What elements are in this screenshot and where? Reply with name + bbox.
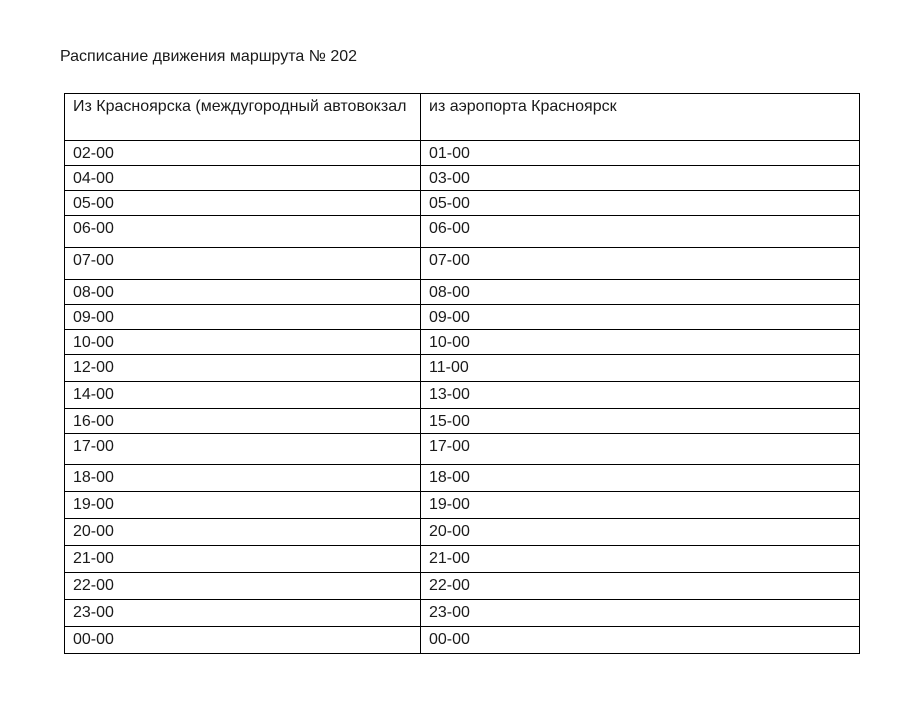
departure-time-city: 07-00 bbox=[65, 248, 421, 280]
departure-time-city: 12-00 bbox=[65, 355, 421, 382]
departure-time-airport: 09-00 bbox=[421, 305, 860, 330]
departure-time-airport: 03-00 bbox=[421, 166, 860, 191]
table-row bbox=[65, 573, 860, 600]
table-row bbox=[65, 216, 860, 248]
departure-time-airport: 07-00 bbox=[421, 248, 860, 280]
departure-time-city: 23-00 bbox=[65, 600, 421, 627]
departure-time-city: 09-00 bbox=[65, 305, 421, 330]
table-row bbox=[65, 546, 860, 573]
departure-time-airport: 10-00 bbox=[421, 330, 860, 355]
departure-time-airport: 15-00 bbox=[421, 409, 860, 434]
departure-time-airport: 22-00 bbox=[421, 573, 860, 600]
table-row bbox=[65, 141, 860, 166]
departure-time-airport: 18-00 bbox=[421, 465, 860, 492]
table-row bbox=[65, 409, 860, 434]
departure-time-city: 06-00 bbox=[65, 216, 421, 248]
table-row bbox=[65, 519, 860, 546]
header-from-krasnoyarsk: Из Красноярска (междугородный автовокзал bbox=[65, 94, 421, 141]
departure-time-city: 02-00 bbox=[65, 141, 421, 166]
departure-time-airport: 17-00 bbox=[421, 434, 860, 465]
table-row bbox=[65, 627, 860, 654]
schedule-table bbox=[64, 93, 860, 654]
departure-time-airport: 21-00 bbox=[421, 546, 860, 573]
table-row bbox=[65, 492, 860, 519]
table-row bbox=[65, 434, 860, 465]
departure-time-airport: 11-00 bbox=[421, 355, 860, 382]
departure-time-city: 14-00 bbox=[65, 382, 421, 409]
departure-time-city: 10-00 bbox=[65, 330, 421, 355]
departure-time-city: 18-00 bbox=[65, 465, 421, 492]
departure-time-city: 21-00 bbox=[65, 546, 421, 573]
departure-time-airport: 19-00 bbox=[421, 492, 860, 519]
table-row bbox=[65, 305, 860, 330]
departure-time-airport: 01-00 bbox=[421, 141, 860, 166]
departure-time-city: 04-00 bbox=[65, 166, 421, 191]
table-row bbox=[65, 191, 860, 216]
table-row bbox=[65, 248, 860, 280]
departure-time-airport: 23-00 bbox=[421, 600, 860, 627]
departure-time-city: 17-00 bbox=[65, 434, 421, 465]
departure-time-airport: 05-00 bbox=[421, 191, 860, 216]
table-row bbox=[65, 600, 860, 627]
table-row bbox=[65, 166, 860, 191]
departure-time-city: 22-00 bbox=[65, 573, 421, 600]
departure-time-city: 19-00 bbox=[65, 492, 421, 519]
departure-time-city: 08-00 bbox=[65, 280, 421, 305]
table-row bbox=[65, 382, 860, 409]
table-row bbox=[65, 355, 860, 382]
departure-time-city: 05-00 bbox=[65, 191, 421, 216]
table-header-row bbox=[65, 94, 860, 141]
departure-time-airport: 13-00 bbox=[421, 382, 860, 409]
departure-time-airport: 00-00 bbox=[421, 627, 860, 654]
departure-time-airport: 08-00 bbox=[421, 280, 860, 305]
departure-time-airport: 06-00 bbox=[421, 216, 860, 248]
departure-time-airport: 20-00 bbox=[421, 519, 860, 546]
table-row bbox=[65, 280, 860, 305]
departure-time-city: 20-00 bbox=[65, 519, 421, 546]
departure-time-city: 00-00 bbox=[65, 627, 421, 654]
table-row bbox=[65, 465, 860, 492]
page-title: Расписание движения маршрута № 202 bbox=[60, 48, 358, 65]
table-row bbox=[65, 330, 860, 355]
departure-time-city: 16-00 bbox=[65, 409, 421, 434]
header-from-airport: из аэропорта Красноярск bbox=[421, 94, 860, 141]
